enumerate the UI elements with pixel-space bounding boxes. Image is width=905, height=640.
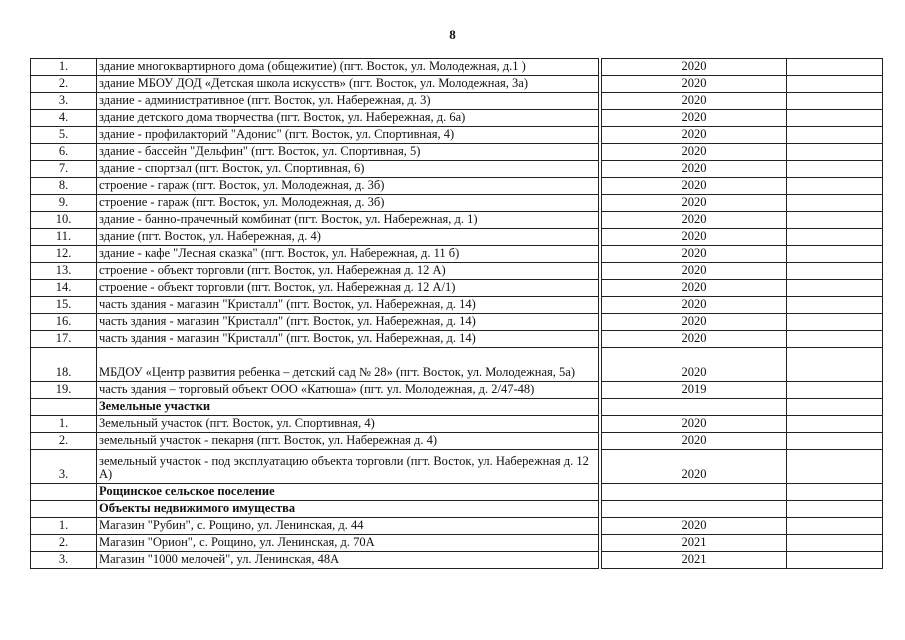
year-cell: 2020 — [602, 229, 787, 246]
year-cell: 2020 — [602, 127, 787, 144]
property-name: строение - гараж (пгт. Восток, ул. Молодежная, д. 3б) — [97, 195, 599, 212]
property-name: здание - бассейн "Дельфин" (пгт. Восток, ул. Спортивная, 5) — [97, 144, 599, 161]
empty-cell — [787, 348, 883, 382]
row-number: 19. — [31, 382, 97, 399]
property-name: земельный участок - пекарня (пгт. Восток, ул. Набережная д. 4) — [97, 433, 599, 450]
property-name: здание - профилакторий "Адонис" (пгт. Восток, ул. Спортивная, 4) — [97, 127, 599, 144]
property-table — [30, 58, 883, 569]
property-name: Магазин "Рубин", с. Рощино, ул. Ленинская, д. 44 — [97, 518, 599, 535]
year-cell: 2020 — [602, 144, 787, 161]
row-number: 3. — [31, 552, 97, 569]
year-cell — [602, 484, 787, 501]
property-name: здание (пгт. Восток, ул. Набережная, д. 4) — [97, 229, 599, 246]
row-number — [31, 399, 97, 416]
year-cell: 2019 — [602, 382, 787, 399]
property-name: строение - объект торговли (пгт. Восток, ул. Набережная д. 12 А) — [97, 263, 599, 280]
year-cell: 2020 — [602, 331, 787, 348]
table-row — [31, 348, 883, 382]
year-cell — [602, 501, 787, 518]
property-name: МБДОУ «Центр развития ребенка – детский сад № 28» (пгт. Восток, ул. Молодежная, 5а) — [97, 348, 599, 382]
year-cell: 2021 — [602, 552, 787, 569]
section-header-row — [31, 399, 883, 416]
row-number: 6. — [31, 144, 97, 161]
empty-cell — [787, 110, 883, 127]
property-name: строение - объект торговли (пгт. Восток, ул. Набережная д. 12 А/1) — [97, 280, 599, 297]
table-row — [31, 297, 883, 314]
row-number: 4. — [31, 110, 97, 127]
row-number: 3. — [31, 93, 97, 110]
property-name: строение - гараж (пгт. Восток, ул. Молодежная, д. 3б) — [97, 178, 599, 195]
empty-cell — [787, 416, 883, 433]
year-cell: 2020 — [602, 348, 787, 382]
table-row — [31, 178, 883, 195]
page-number: 8 — [449, 27, 456, 42]
empty-cell — [787, 229, 883, 246]
year-cell: 2021 — [602, 535, 787, 552]
row-number: 2. — [31, 535, 97, 552]
table-row — [31, 263, 883, 280]
property-name: здание - кафе "Лесная сказка" (пгт. Восток, ул. Набережная, д. 11 б) — [97, 246, 599, 263]
property-name: часть здания - магазин "Кристалл" (пгт. Восток, ул. Набережная, д. 14) — [97, 314, 599, 331]
section-header-row — [31, 501, 883, 518]
row-number: 1. — [31, 518, 97, 535]
table-row — [31, 93, 883, 110]
year-cell: 2020 — [602, 280, 787, 297]
empty-cell — [787, 195, 883, 212]
empty-cell — [787, 433, 883, 450]
row-number: 1. — [31, 416, 97, 433]
table-row — [31, 433, 883, 450]
row-number: 3. — [31, 450, 97, 484]
year-cell: 2020 — [602, 76, 787, 93]
section-title: Объекты недвижимого имущества — [97, 501, 599, 518]
property-name: здание многоквартирного дома (общежитие) (пгт. Восток, ул. Молодежная, д.1 ) — [97, 59, 599, 76]
empty-cell — [787, 76, 883, 93]
year-cell: 2020 — [602, 161, 787, 178]
table-row — [31, 195, 883, 212]
empty-cell — [787, 280, 883, 297]
empty-cell — [787, 263, 883, 280]
table-row — [31, 416, 883, 433]
row-number: 9. — [31, 195, 97, 212]
table-row — [31, 314, 883, 331]
table-row — [31, 229, 883, 246]
property-name: часть здания – торговый объект ООО «Катюша» (пгт. ул. Молодежная, д. 2/47-48) — [97, 382, 599, 399]
year-cell: 2020 — [602, 212, 787, 229]
empty-cell — [787, 484, 883, 501]
year-cell: 2020 — [602, 450, 787, 484]
table-row — [31, 382, 883, 399]
table-row — [31, 518, 883, 535]
empty-cell — [787, 178, 883, 195]
row-number: 2. — [31, 76, 97, 93]
empty-cell — [787, 297, 883, 314]
year-cell: 2020 — [602, 178, 787, 195]
row-number: 18. — [31, 348, 97, 382]
row-number: 5. — [31, 127, 97, 144]
empty-cell — [787, 161, 883, 178]
row-number: 16. — [31, 314, 97, 331]
table-row — [31, 535, 883, 552]
row-number: 14. — [31, 280, 97, 297]
empty-cell — [787, 93, 883, 110]
empty-cell — [787, 518, 883, 535]
property-name: здание - спортзал (пгт. Восток, ул. Спортивная, 6) — [97, 161, 599, 178]
table-row — [31, 127, 883, 144]
empty-cell — [787, 212, 883, 229]
year-cell: 2020 — [602, 59, 787, 76]
row-number: 8. — [31, 178, 97, 195]
table-row — [31, 552, 883, 569]
year-cell: 2020 — [602, 110, 787, 127]
year-cell: 2020 — [602, 314, 787, 331]
year-cell: 2020 — [602, 93, 787, 110]
table-row — [31, 450, 883, 484]
property-name: Земельный участок (пгт. Восток, ул. Спортивная, 4) — [97, 416, 599, 433]
year-cell: 2020 — [602, 263, 787, 280]
section-title: Рощинское сельское поселение — [97, 484, 599, 501]
empty-cell — [787, 331, 883, 348]
table-row — [31, 110, 883, 127]
year-cell: 2020 — [602, 416, 787, 433]
property-name: здание детского дома творчества (пгт. Восток, ул. Набережная, д. 6а) — [97, 110, 599, 127]
table-row — [31, 76, 883, 93]
row-number — [31, 501, 97, 518]
empty-cell — [787, 382, 883, 399]
table-row — [31, 212, 883, 229]
row-number: 10. — [31, 212, 97, 229]
row-number: 7. — [31, 161, 97, 178]
row-number: 11. — [31, 229, 97, 246]
table-row — [31, 331, 883, 348]
year-cell: 2020 — [602, 518, 787, 535]
empty-cell — [787, 450, 883, 484]
section-title: Земельные участки — [97, 399, 599, 416]
empty-cell — [787, 246, 883, 263]
property-name: здание - административное (пгт. Восток, ул. Набережная, д. 3) — [97, 93, 599, 110]
empty-cell — [787, 501, 883, 518]
property-name: часть здания - магазин "Кристалл" (пгт. Восток, ул. Набережная, д. 14) — [97, 331, 599, 348]
empty-cell — [787, 552, 883, 569]
year-cell: 2020 — [602, 297, 787, 314]
property-name: Магазин "Орион", с. Рощино, ул. Ленинская, д. 70А — [97, 535, 599, 552]
row-number — [31, 484, 97, 501]
table-row — [31, 59, 883, 76]
table-row — [31, 246, 883, 263]
year-cell: 2020 — [602, 195, 787, 212]
table-row — [31, 144, 883, 161]
property-name: здание МБОУ ДОД «Детская школа искусств» (пгт. Восток, ул. Молодежная, 3а) — [97, 76, 599, 93]
year-cell: 2020 — [602, 246, 787, 263]
property-name: Магазин "1000 мелочей", ул. Ленинская, 48А — [97, 552, 599, 569]
row-number: 13. — [31, 263, 97, 280]
empty-cell — [787, 314, 883, 331]
table-row — [31, 280, 883, 297]
row-number: 15. — [31, 297, 97, 314]
empty-cell — [787, 144, 883, 161]
row-number: 1. — [31, 59, 97, 76]
year-cell: 2020 — [602, 433, 787, 450]
year-cell — [602, 399, 787, 416]
empty-cell — [787, 535, 883, 552]
row-number: 12. — [31, 246, 97, 263]
empty-cell — [787, 59, 883, 76]
property-name: земельный участок - под эксплуатацию объекта торговли (пгт. Восток, ул. Набережная д. 12 А) — [97, 450, 599, 484]
table-row — [31, 161, 883, 178]
row-number: 17. — [31, 331, 97, 348]
property-name: здание - банно-прачечный комбинат (пгт. Восток, ул. Набережная, д. 1) — [97, 212, 599, 229]
section-header-row — [31, 484, 883, 501]
empty-cell — [787, 127, 883, 144]
property-name: часть здания - магазин "Кристалл" (пгт. Восток, ул. Набережная, д. 14) — [97, 297, 599, 314]
row-number: 2. — [31, 433, 97, 450]
empty-cell — [787, 399, 883, 416]
